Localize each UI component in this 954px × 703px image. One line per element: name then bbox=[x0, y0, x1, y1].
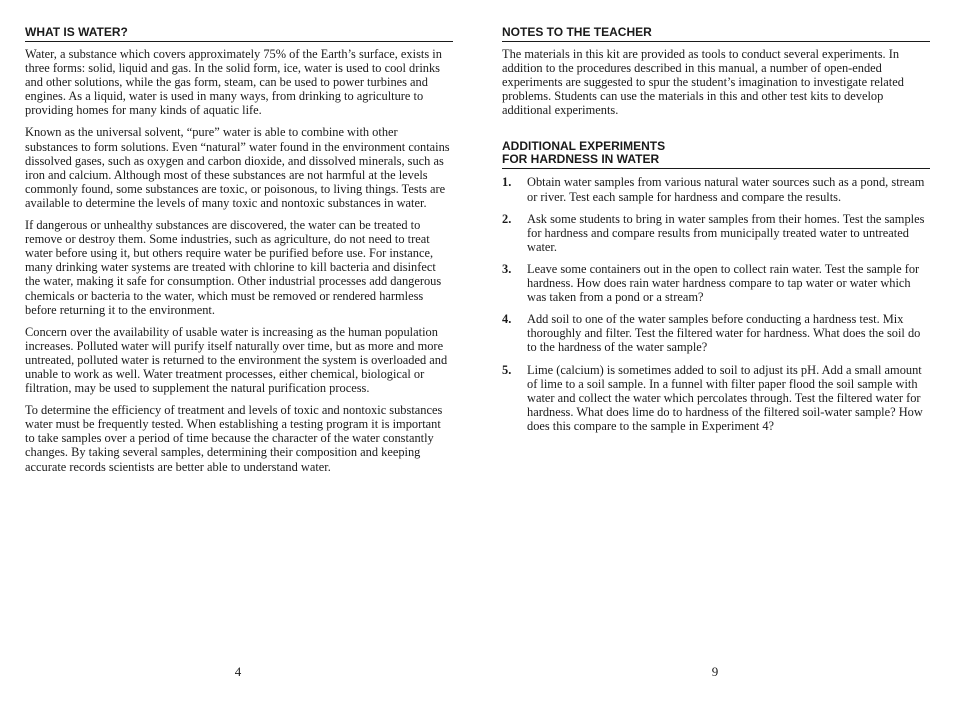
left-page bbox=[25, 0, 453, 703]
heading-line: ADDITIONAL EXPERIMENTS bbox=[502, 139, 666, 154]
experiment-number: 5. bbox=[502, 362, 512, 377]
paragraph: If dangerous or unhealthy substances are discovered, the water can be treated to remove or destroy them. Some industries, such as agriculture, do not need to treat water before using it, but others require water be purified before use. For instance, many drinking water systems are treated with chlorine to kill bacteria and disinfect the water, making it safe for consumption. Other industrial processes add dangerous chemicals or bacteria to the water, which must be removed or rendered harmless before returning it to the environment. bbox=[25, 218, 442, 317]
notes-paragraph: The materials in this kit are provided as tools to conduct several experiments. In addition to the procedures described in this manual, a number of open-ended experiments are suggested to spur the student’s imagination to investigate related problems. Students can use the materials in this and other test kits to develop additional experiments. bbox=[502, 47, 904, 118]
experiment-list bbox=[502, 175, 930, 433]
heading-line: FOR HARDNESS IN WATER bbox=[502, 152, 660, 167]
experiment-text: Leave some containers out in the open to collect rain water. Test the sample for hardness. How does rain water hardness compare to tap water or water which was taken from a pond or a stream? bbox=[527, 261, 920, 305]
page-number-right: 9 bbox=[711, 664, 719, 679]
experiment-number: 2. bbox=[502, 211, 512, 226]
additional-experiments-heading bbox=[502, 140, 930, 169]
right-page bbox=[502, 0, 930, 703]
experiment-number: 4. bbox=[502, 312, 512, 327]
experiment-text: Obtain water samples from various natural water sources such as a pond, stream or river. Test each sample for hardness and compare the results. bbox=[527, 175, 925, 204]
paragraph: Concern over the availability of usable water is increasing as the human population increases. Polluted water will purify itself naturally over time, but as more and more untreated, polluted water is returned to the environment the system is overloaded and unable to work as well. Water treatment processes, either chemical, biological or filtration, may be used to supplement the natural purification process. bbox=[25, 324, 448, 396]
experiment-number: 3. bbox=[502, 261, 512, 276]
experiment-item bbox=[502, 212, 930, 254]
experiment-item bbox=[502, 312, 930, 354]
experiment-item bbox=[502, 175, 930, 203]
experiment-text: Add soil to one of the water samples before conducting a hardness test. Mix thoroughly and filter. Test the filtered water for hardness. What does the soil do to the hardness of the water sample? bbox=[527, 312, 921, 355]
experiment-item bbox=[502, 363, 930, 433]
experiment-text: Lime (calcium) is sometimes added to soil to adjust its pH. Add a small amount of lime to a soil sample. In a funnel with filter paper flood the soil sample with water and collect the water which percolates through. Test the filtered water for hardness. What does lime do to hardness of the filtered soil-water sample? How does this compare to the sample in Experiment 4? bbox=[527, 362, 923, 433]
experiment-text: Ask some students to bring in water samples from their homes. Test the samples for hardness and compare results from municipally treated water to untreated water. bbox=[527, 211, 925, 254]
paragraph: Water, a substance which covers approximately 75% of the Earth’s surface, exists in three forms: solid, liquid and gas. In the solid form, ice, water is used to cool drinks and other solutions, while the gas form, steam, can be used to power turbines and engines. As a liquid, water is used in many ways, from drinking to agriculture to providing homes for many kinds of aquatic life. bbox=[25, 47, 442, 118]
page-number-left: 4 bbox=[234, 664, 242, 679]
experiment-number: 1. bbox=[502, 175, 512, 190]
what-is-water-heading: WHAT IS WATER? bbox=[25, 26, 453, 42]
paragraph: Known as the universal solvent, “pure” water is able to combine with other substances to form solutions. Even “natural” water found in the environment contains dissolved gases, such as oxygen and carbon dioxide, and dissolved minerals, such as iron and calcium. Although most of these substances are not harmful at the levels commonly found, some substances are toxic, or poisonous, to living things. Tests are available to determine the levels of many toxic and nontoxic substances in water. bbox=[25, 125, 450, 210]
notes-to-teacher-heading: NOTES TO THE TEACHER bbox=[502, 26, 930, 42]
paragraph: To determine the efficiency of treatment and levels of toxic and nontoxic substances water must be frequently tested. When establishing a testing program it is important to take samples over a period of time because the character of the water constantly changes. By taking several samples, determining their composition and keeping accurate records scientists are better able to understand water. bbox=[25, 403, 443, 474]
experiment-item bbox=[502, 262, 930, 304]
